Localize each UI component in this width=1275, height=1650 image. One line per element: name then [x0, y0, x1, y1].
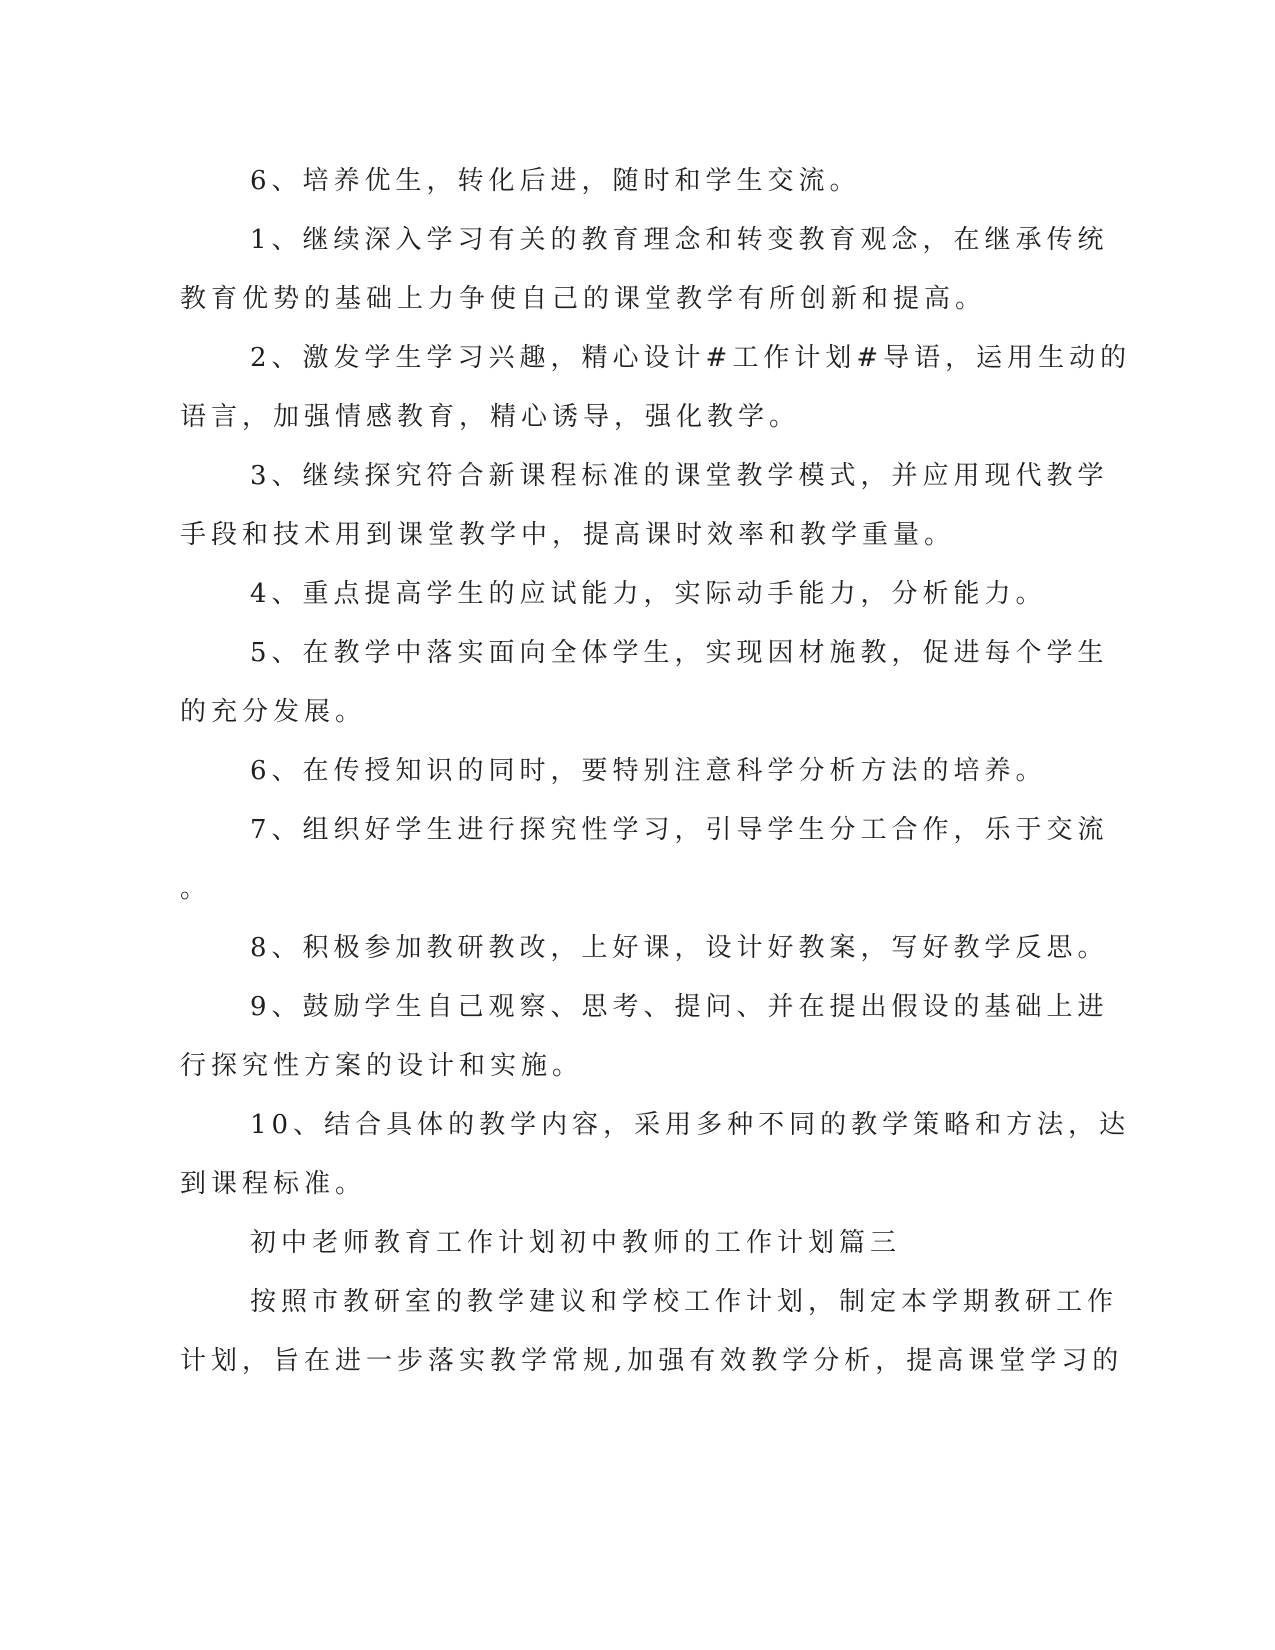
text-line: 语言，加强情感教育，精心诱导，强化教学。	[180, 402, 801, 432]
text-line: 7、组织好学生进行探究性学习，引导学生分工合作，乐于交流	[250, 815, 1109, 845]
text-line: 3、继续探究符合新课程标准的课堂教学模式，并应用现代教学	[250, 461, 1109, 491]
text-line: 6、在传授知识的同时，要特别注意科学分析方法的培养。	[250, 756, 1047, 786]
text-line: 8、积极参加教研教改，上好课，设计好教案，写好教学反思。	[250, 933, 1109, 963]
section-heading: 初中老师教育工作计划初中教师的工作计划篇三	[250, 1228, 902, 1258]
text-line: 5、在教学中落实面向全体学生，实现因材施教，促进每个学生	[250, 638, 1109, 668]
text-line: 行探究性方案的设计和实施。	[180, 1051, 584, 1081]
text-line: 按照市教研室的教学建议和学校工作计划，制定本学期教研工作	[250, 1287, 1119, 1317]
text-line: 6、培养优生，转化后进，随时和学生交流。	[250, 166, 861, 196]
text-line: 手段和技术用到课堂教学中，提高课时效率和教学重量。	[180, 520, 956, 550]
text-line: 教育优势的基础上力争使自己的课堂教学有所创新和提高。	[180, 284, 987, 314]
text-line: 的充分发展。	[180, 697, 367, 727]
text-line: 9、鼓励学生自己观察、思考、提问、并在提出假设的基础上进	[250, 992, 1109, 1022]
text-line: 计划，旨在进一步落实教学常规,加强有效教学分析，提高课堂学习的	[180, 1346, 1124, 1376]
text-line: 。	[180, 874, 212, 904]
text-line: 到课程标准。	[180, 1169, 367, 1199]
text-line: 1、继续深入学习有关的教育理念和转变教育观念，在继承传统	[250, 225, 1109, 255]
text-line: 2、激发学生学习兴趣，精心设计#工作计划#导语，运用生动的	[250, 343, 1132, 373]
text-line: 4、重点提高学生的应试能力，实际动手能力，分析能力。	[250, 579, 1047, 609]
text-line: 10、结合具体的教学内容，采用多种不同的教学策略和方法，达	[250, 1110, 1131, 1140]
